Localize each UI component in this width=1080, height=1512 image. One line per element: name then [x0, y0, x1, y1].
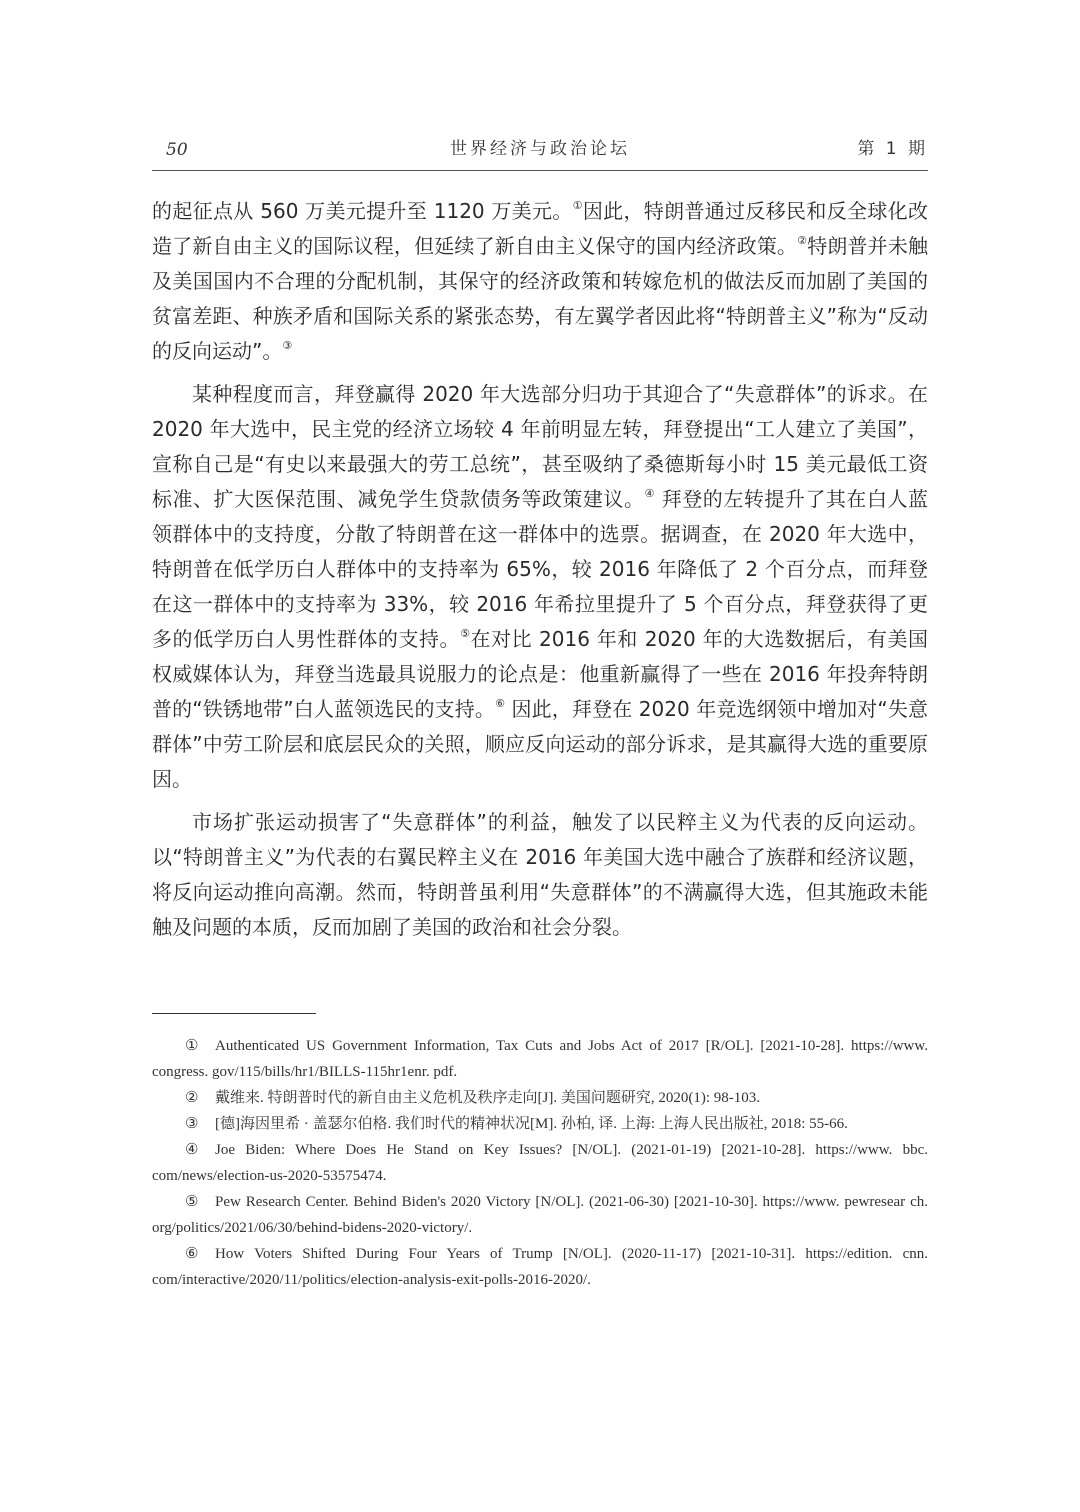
footnote-2: ② 戴维来. 特朗普时代的新自由主义危机及秩序走向[J]. 美国问题研究, 2020(1): 98-103. [152, 1085, 928, 1111]
footnote-1: ① Authenticated US Government Information, Tax Cuts and Jobs Act of 2017 [R/OL]. [2021-10-28]. https://www. congress. gov/115/bills/hr1/BILLS-115hr1enr. pdf. [152, 1033, 928, 1085]
footnote-ref-4[interactable]: ④ [644, 487, 655, 500]
running-header [152, 128, 928, 168]
issue-label: 第 1 期 [857, 139, 928, 159]
paragraph-2: 某种程度而言，拜登赢得 2020 年大选部分归功于其迎合了“失意群体”的诉求。在 2020 年大选中，民主党的经济立场较 4 年前明显左转，拜登提出“工人建立了美国”，宣称自己是“有史以来最强大的劳工总统”，甚至吸纳了桑德斯每小时 15 美元最低工资标准、扩大医保范围、减免学生贷款债务等政策建议。④ 拜登的左转提升了其在白人蓝领群体中的支持度，分散了特朗普在这一群体中的选票。据调查，在 2020 年大选中，特朗普在低学历白人群体中的支持率为 65%，较 2016 年降低了 2 个百分点，而拜登在这一群体中的支持率为 33%，较 2016 年希拉里提升了 5 个百分点，拜登获得了更多的低学历白人男性群体的支持。⑤在对比 2016 年和 2020 年的大选数据后，有美国权威媒体认为，拜登当选最具说服力的论点是：他重新赢得了一些在 2016 年投奔特朗普的“铁锈地带”白人蓝领选民的支持。⑥ 因此，拜登在 2020 年竞选纲领中增加对“失意群体”中劳工阶层和底层民众的关照，顺应反向运动的部分诉求，是其赢得大选的重要原因。 [152, 382, 928, 791]
footnote-ref-2[interactable]: ② [797, 234, 808, 247]
page-number: 50 [166, 140, 188, 160]
paragraph-3: 市场扩张运动损害了“失意群体”的利益，触发了以民粹主义为代表的反向运动。以“特朗普主义”为代表的右翼民粹主义在 2016 年美国大选中融合了族群和经济议题，将反向运动推向高潮。然而，特朗普虽利用“失意群体”的不满赢得大选，但其施政未能触及问题的本质，反而加剧了美国的政治和社会分裂。 [152, 810, 928, 939]
paragraph-1: 的起征点从 560 万美元提升至 1120 万美元。①因此，特朗普通过反移民和反全球化改造了新自由主义的国际议程，但延续了新自由主义保守的国内经济政策。②特朗普并未触及美国国内不合理的分配机制，其保守的经济政策和转嫁危机的做法反而加剧了美国的贫富差距、种族矛盾和国际关系的紧张态势，有左翼学者因此将“特朗普主义”称为“反动的反向运动”。③ [152, 199, 929, 363]
article-body [152, 194, 928, 953]
footnote-mark: ⑤ [185, 1194, 199, 1210]
footnote-mark: ③ [185, 1116, 199, 1132]
footnote-6: ⑥ How Voters Shifted During Four Years of Trump [N/OL]. (2020-11-17) [2021-10-31]. https://edition. cnn. com/interactive/2020/11/politics/election-analysis-exit-polls-2016-2020/. [152, 1241, 928, 1293]
footnote-ref-3[interactable]: ③ [282, 339, 293, 352]
footnote-mark: ④ [185, 1142, 199, 1158]
footnote-separator [152, 1013, 316, 1014]
footnote-mark: ① [185, 1038, 199, 1054]
footnote-ref-6[interactable]: ⑥ [495, 697, 506, 710]
footnote-3: ③ [德]海因里希 · 盖瑟尔伯格. 我们时代的精神状况[M]. 孙柏, 译. 上海: 上海人民出版社, 2018: 55-66. [152, 1111, 928, 1137]
footnote-5: ⑤ Pew Research Center. Behind Biden's 2020 Victory [N/OL]. (2021-06-30) [2021-10-30]. https://www. pewresear ch. org/politics/2021/06/30/behind-bidens-2020-victory/. [152, 1189, 928, 1241]
footnote-mark: ⑥ [185, 1246, 199, 1262]
footnote-mark: ② [185, 1090, 199, 1106]
footnote-ref-1[interactable]: ① [572, 199, 583, 212]
footnote-ref-5[interactable]: ⑤ [460, 627, 471, 640]
footnotes [152, 1033, 928, 1293]
journal-title: 世界经济与政治论坛 [450, 139, 630, 159]
footnote-4: ④ Joe Biden: Where Does He Stand on Key Issues? [N/OL]. (2021-01-19) [2021-10-28]. https://www. bbc. com/news/election-us-2020-53575474. [152, 1137, 928, 1189]
header-rule [152, 170, 928, 171]
